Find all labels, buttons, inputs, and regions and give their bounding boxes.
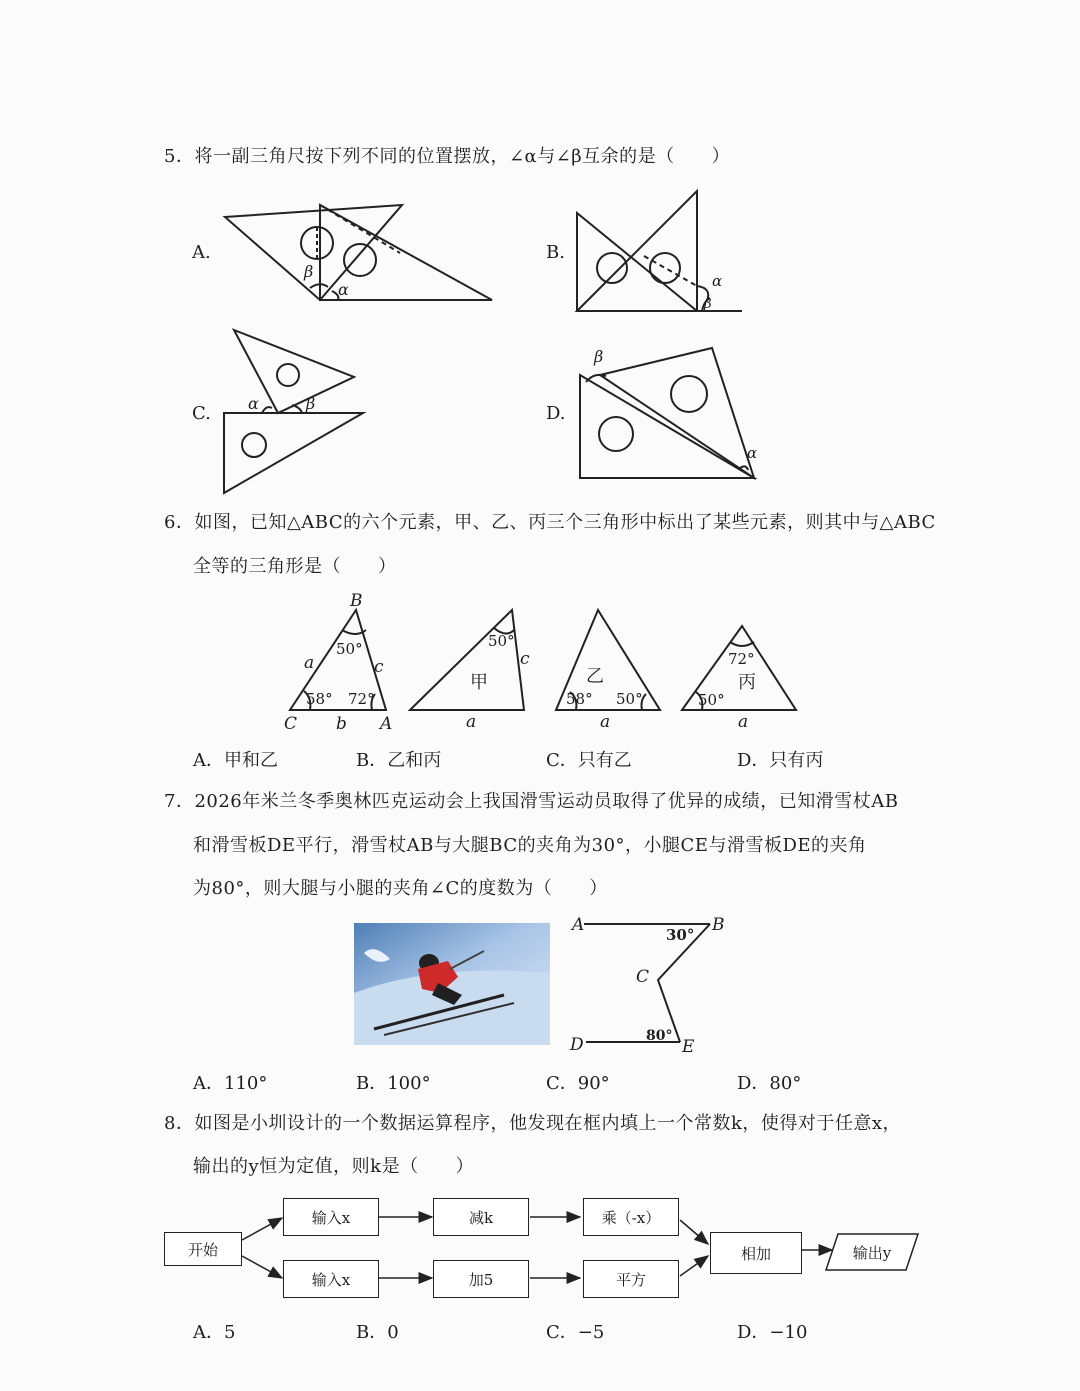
q7-label-A: A — [572, 915, 585, 935]
q7-label-C: C — [636, 967, 650, 987]
q8-stem-line1: 8．如图是小圳设计的一个数据运算程序，他发现在框内填上一个常数k，使得对于任意x， — [164, 1113, 902, 1134]
q6-option-c: C．只有乙 — [546, 750, 632, 771]
flow-op-subtract-k: 减k — [433, 1198, 529, 1236]
q6-option-b: B．乙和丙 — [356, 750, 442, 771]
label-a: a — [304, 653, 315, 673]
flow-input-1: 输入x — [283, 1198, 379, 1236]
label-A: A — [380, 714, 393, 733]
q5-figure-a — [220, 195, 500, 310]
q7-label-B: B — [712, 915, 725, 935]
label-c: c — [374, 657, 384, 677]
q7-option-b: B．100° — [356, 1073, 431, 1094]
q7-stem-line1: 7．2026年米兰冬季奥林匹克运动会上我国滑雪运动员取得了优异的成绩，已知滑雪杖AB — [164, 791, 899, 812]
q7-label-D: D — [570, 1035, 584, 1055]
label-angA: 72° — [348, 690, 375, 708]
q6-option-d: D．只有丙 — [737, 750, 824, 771]
label-jia: 甲 — [470, 672, 488, 693]
label-yi: 乙 — [586, 666, 604, 687]
label-bing-ang2: 50° — [698, 691, 725, 709]
q8-option-a: A．5 — [193, 1322, 236, 1343]
label-yi-a: a — [600, 712, 611, 732]
q7-label-angE: 80° — [646, 1028, 673, 1044]
svg-text:β: β — [594, 347, 604, 366]
flow-op-square: 平方 — [583, 1260, 679, 1298]
label-yi-ang1: 58° — [566, 690, 593, 708]
svg-text:α: α — [338, 280, 349, 299]
q8-option-b: B．0 — [356, 1322, 399, 1343]
q7-stem-line3: 为80°，则大腿与小腿的夹角∠C的度数为（ ） — [193, 878, 608, 899]
label-bing-a: a — [738, 712, 749, 732]
q5-option-c: C. — [192, 403, 211, 424]
q8-stem-line2: 输出的y恒为定值，则k是（ ） — [193, 1156, 475, 1177]
label-bing-ang1: 72° — [728, 650, 755, 668]
q5-option-d: D. — [546, 403, 566, 424]
svg-text:α: α — [712, 272, 723, 290]
q7-option-d: D．80° — [737, 1073, 802, 1094]
label-yi-ang2: 50° — [616, 690, 643, 708]
q6-figure — [280, 588, 810, 733]
svg-text:β: β — [704, 297, 712, 312]
label-jia-c: c — [520, 649, 530, 669]
q7-figure — [562, 910, 732, 1060]
q5-figure-d — [572, 340, 772, 485]
label-angB: 50° — [336, 640, 363, 658]
flow-sum: 相加 — [710, 1232, 802, 1274]
q6-stem-line2: 全等的三角形是（ ） — [193, 556, 397, 577]
q6-stem-line1: 6．如图，已知△ABC的六个元素，甲、乙、丙三个三角形中标出了某些元素，则其中与△ABC — [164, 512, 936, 533]
flow-start: 开始 — [164, 1232, 242, 1266]
label-jia-ang: 50° — [488, 632, 515, 650]
q7-option-c: C．90° — [546, 1073, 610, 1094]
q7-stem-line2: 和滑雪板DE平行，滑雪杖AB与大腿BC的夹角为30°，小腿CE与滑雪板DE的夹角 — [193, 835, 867, 856]
svg-text:α: α — [248, 394, 259, 413]
flow-op-add-5: 加5 — [433, 1260, 529, 1298]
flow-output: 输出y — [852, 1244, 892, 1262]
q7-label-E: E — [682, 1037, 695, 1057]
label-jia-a: a — [466, 712, 477, 732]
q5-option-a: A. — [192, 242, 211, 263]
flow-op-multiply: 乘（-x） — [583, 1198, 679, 1236]
q5-stem: 5．将一副三角尺按下列不同的位置摆放，∠α与∠β互余的是（ ） — [164, 146, 731, 167]
label-b: b — [336, 714, 347, 733]
q8-option-c: C．−5 — [546, 1322, 605, 1343]
skier-photo — [354, 923, 550, 1045]
flow-input-2: 输入x — [283, 1260, 379, 1298]
svg-text:β: β — [304, 262, 314, 281]
q5-option-b: B. — [546, 242, 565, 263]
q7-option-a: A．110° — [193, 1073, 268, 1094]
label-C: C — [284, 714, 298, 733]
q5-figure-c — [218, 325, 368, 497]
label-angC: 58° — [306, 690, 333, 708]
q8-option-d: D．−10 — [737, 1322, 808, 1343]
q7-label-angB: 30° — [666, 926, 695, 944]
svg-text:β: β — [306, 394, 316, 413]
label-bing: 丙 — [738, 672, 756, 693]
q6-option-a: A．甲和乙 — [193, 750, 278, 771]
svg-text:α: α — [747, 444, 758, 462]
q5-figure-b — [572, 186, 752, 316]
flowchart-connectors — [160, 1190, 930, 1305]
label-B: B — [350, 591, 363, 611]
